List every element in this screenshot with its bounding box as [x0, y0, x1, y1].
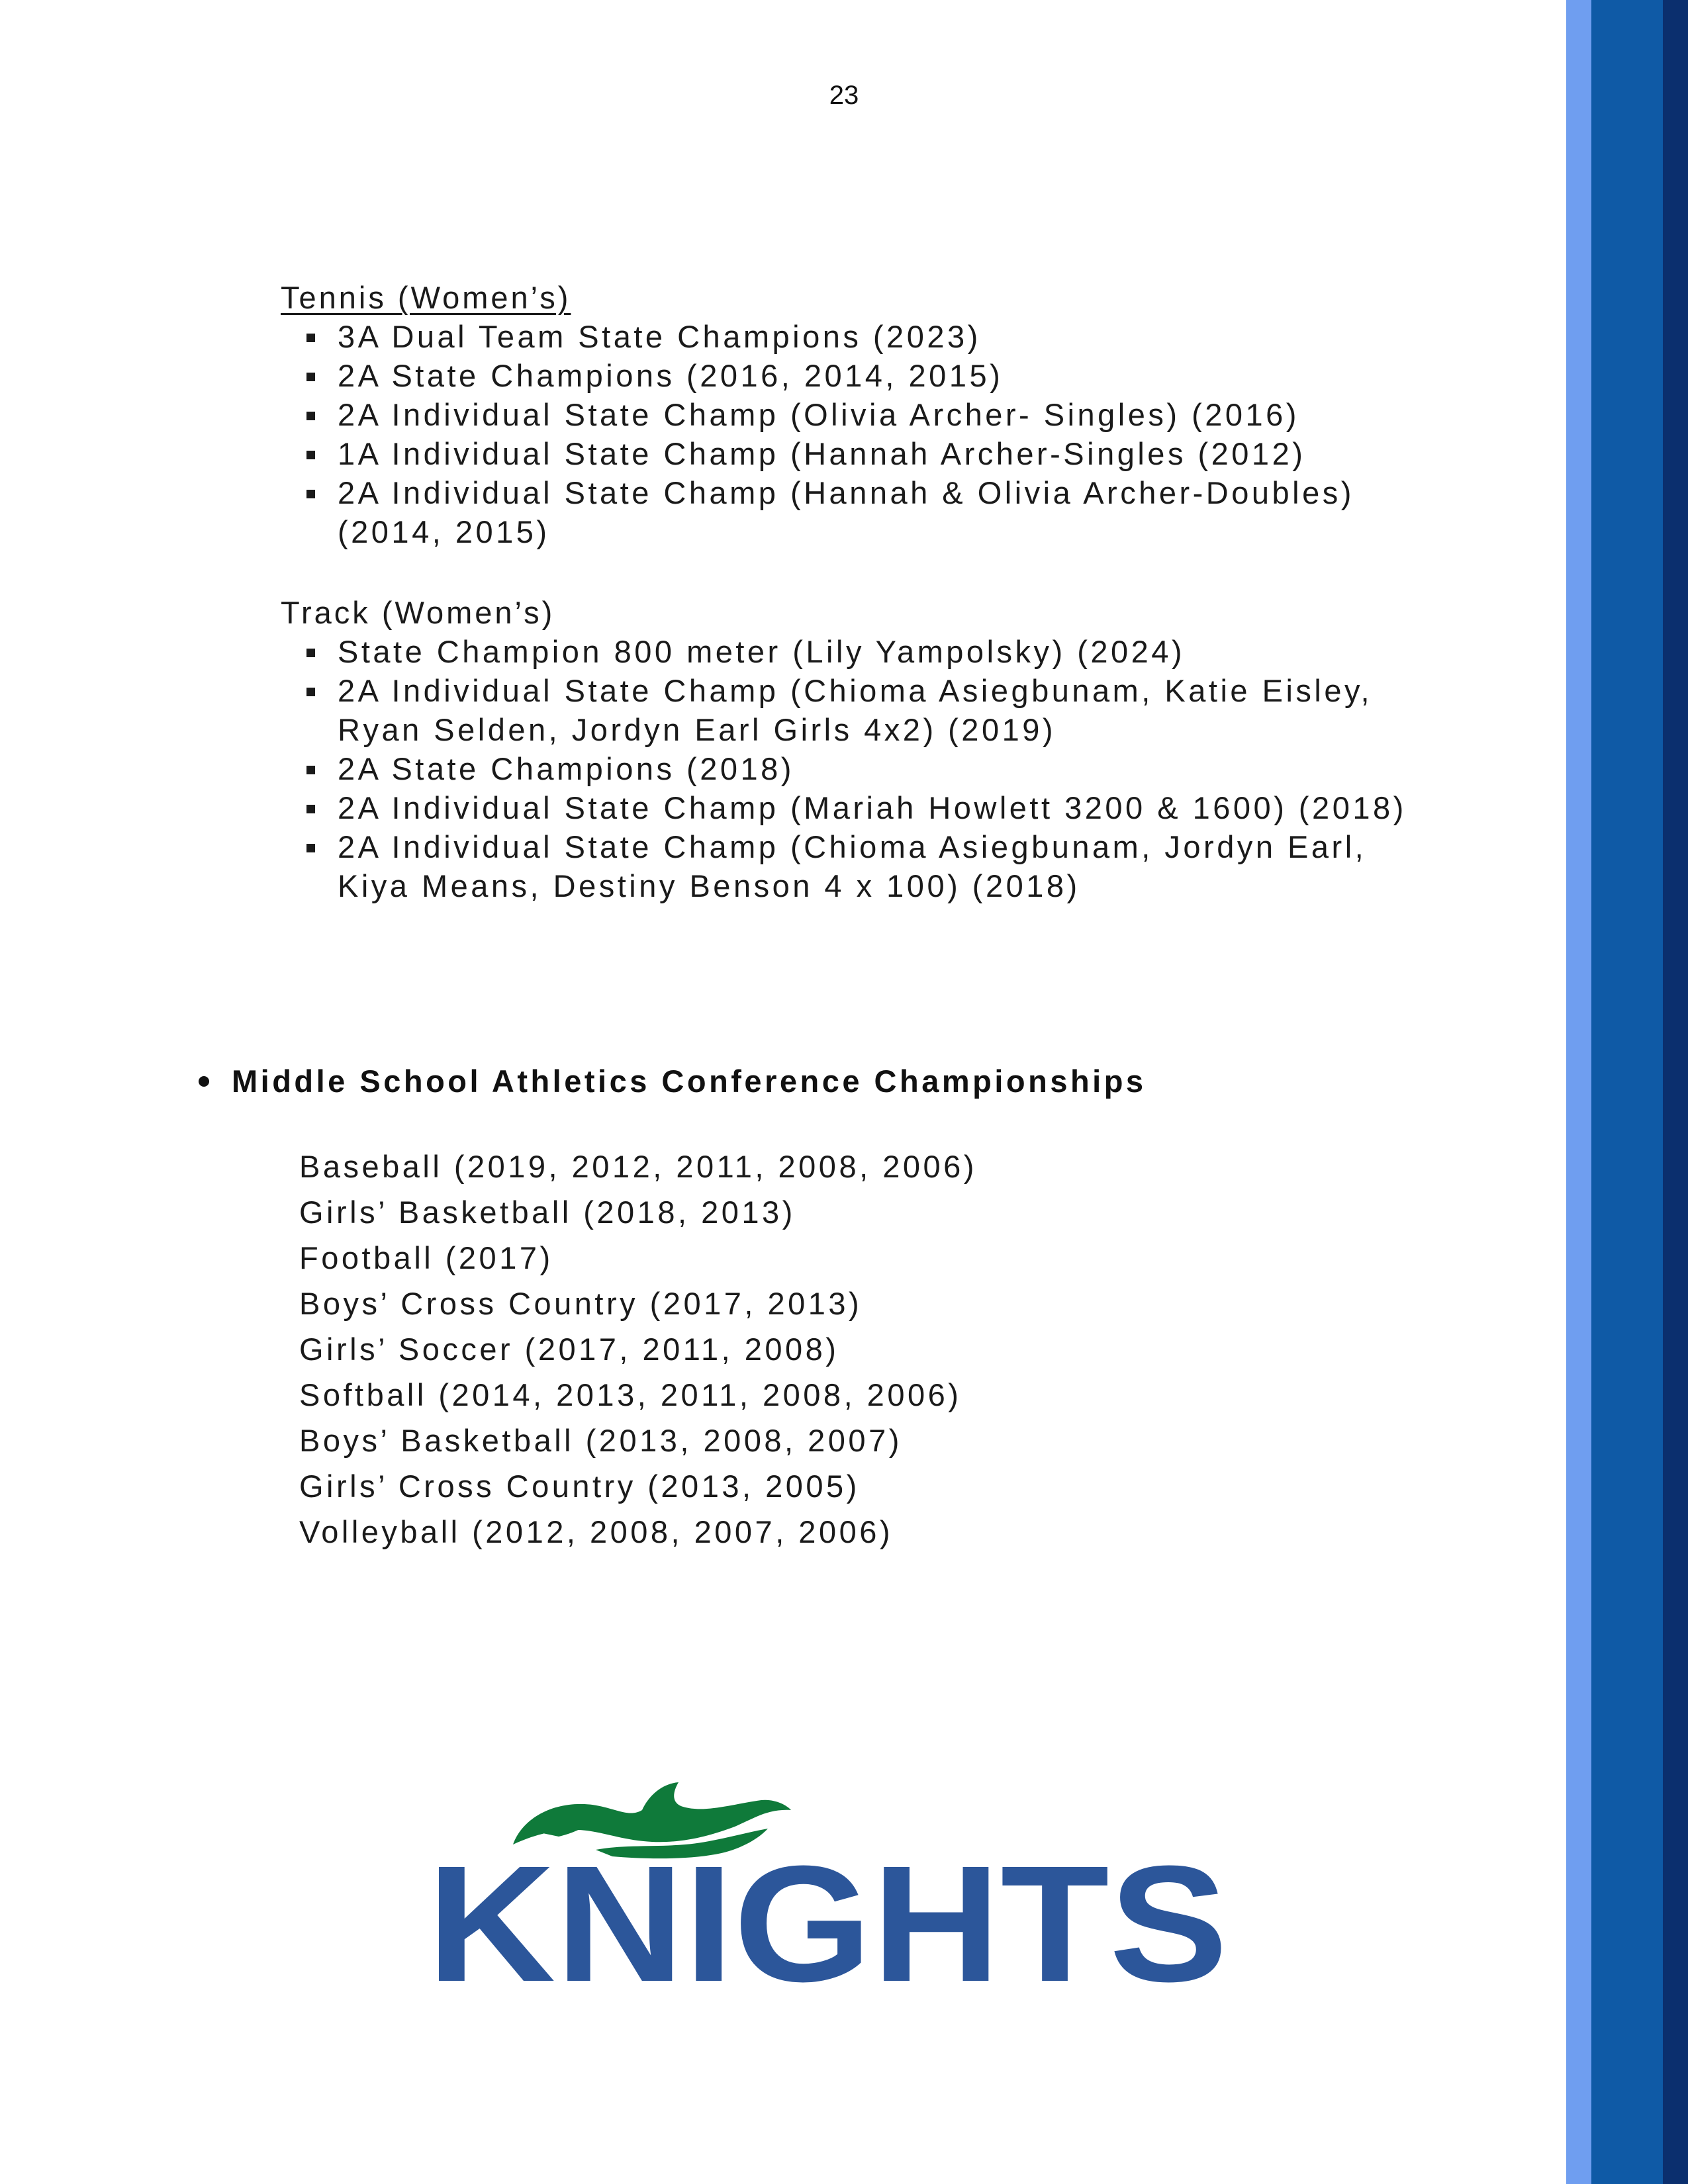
list-item: Boys’ Cross Country (2017, 2013) [299, 1286, 863, 1321]
list-item: 2A Individual State Champ (Olivia Archer- Singles) (2016) [281, 395, 1446, 434]
square-bullet-icon [306, 766, 315, 774]
square-bullet-icon [306, 334, 315, 342]
tennis-title: Tennis (Women’s) [281, 280, 571, 315]
list-item: Baseball (2019, 2012, 2011, 2008, 2006) [299, 1149, 977, 1184]
track-title: Track (Women’s) [281, 595, 555, 630]
track-section [281, 593, 1446, 905]
middle-school-heading: Middle School Athletics Conference Championships [232, 1064, 1147, 1099]
list-item: 2A Individual State Champ (Chioma Asiegbunam, Jordyn Earl, Kiya Means, Destiny Benson 4 x 100) (2018) [281, 827, 1423, 905]
knights-logo [424, 1770, 1231, 1989]
square-bullet-icon [306, 412, 315, 420]
side-stripe-dark [1663, 0, 1688, 2184]
square-bullet-icon [306, 373, 315, 381]
list-item: Softball (2014, 2013, 2011, 2008, 2006) [299, 1377, 962, 1412]
list-item: 2A Individual State Champ (Hannah & Olivia Archer-Doubles) (2014, 2015) [281, 473, 1357, 551]
track-list [281, 632, 1446, 905]
list-item: Girls’ Basketball (2018, 2013) [299, 1195, 796, 1230]
square-bullet-icon [306, 844, 315, 852]
list-item: 2A State Champions (2018) [281, 749, 1446, 788]
page-number: 23 [829, 81, 859, 110]
list-item: Boys’ Basketball (2013, 2008, 2007) [299, 1423, 902, 1458]
square-bullet-icon [306, 805, 315, 813]
list-item: State Champion 800 meter (Lily Yampolsky) (2024) [281, 632, 1446, 671]
list-item: Volleyball (2012, 2008, 2007, 2006) [299, 1514, 894, 1549]
square-bullet-icon [306, 490, 315, 498]
square-bullet-icon [306, 451, 315, 459]
list-item: 2A State Champions (2016, 2014, 2015) [281, 356, 1446, 395]
square-bullet-icon [306, 688, 315, 696]
list-item: 2A Individual State Champ (Chioma Asiegbunam, Katie Eisley, Ryan Selden, Jordyn Earl Girls 4x2) (2019) [281, 671, 1423, 749]
logo-text: KNIGHTS [427, 1831, 1228, 1989]
list-item: Football (2017) [299, 1240, 553, 1275]
tennis-list [281, 317, 1446, 551]
middle-school-list [299, 1144, 1292, 1555]
tennis-section [281, 278, 1446, 551]
list-item: Girls’ Cross Country (2013, 2005) [299, 1469, 860, 1504]
side-stripe-mid [1591, 0, 1663, 2184]
side-stripe-light [1566, 0, 1591, 2184]
list-item: 3A Dual Team State Champions (2023) [281, 317, 1446, 356]
list-item: 2A Individual State Champ (Mariah Howlett 3200 & 1600) (2018) [281, 788, 1423, 827]
square-bullet-icon [306, 649, 315, 657]
list-item: Girls’ Soccer (2017, 2011, 2008) [299, 1332, 839, 1367]
list-item: 1A Individual State Champ (Hannah Archer-Singles (2012) [281, 434, 1446, 473]
